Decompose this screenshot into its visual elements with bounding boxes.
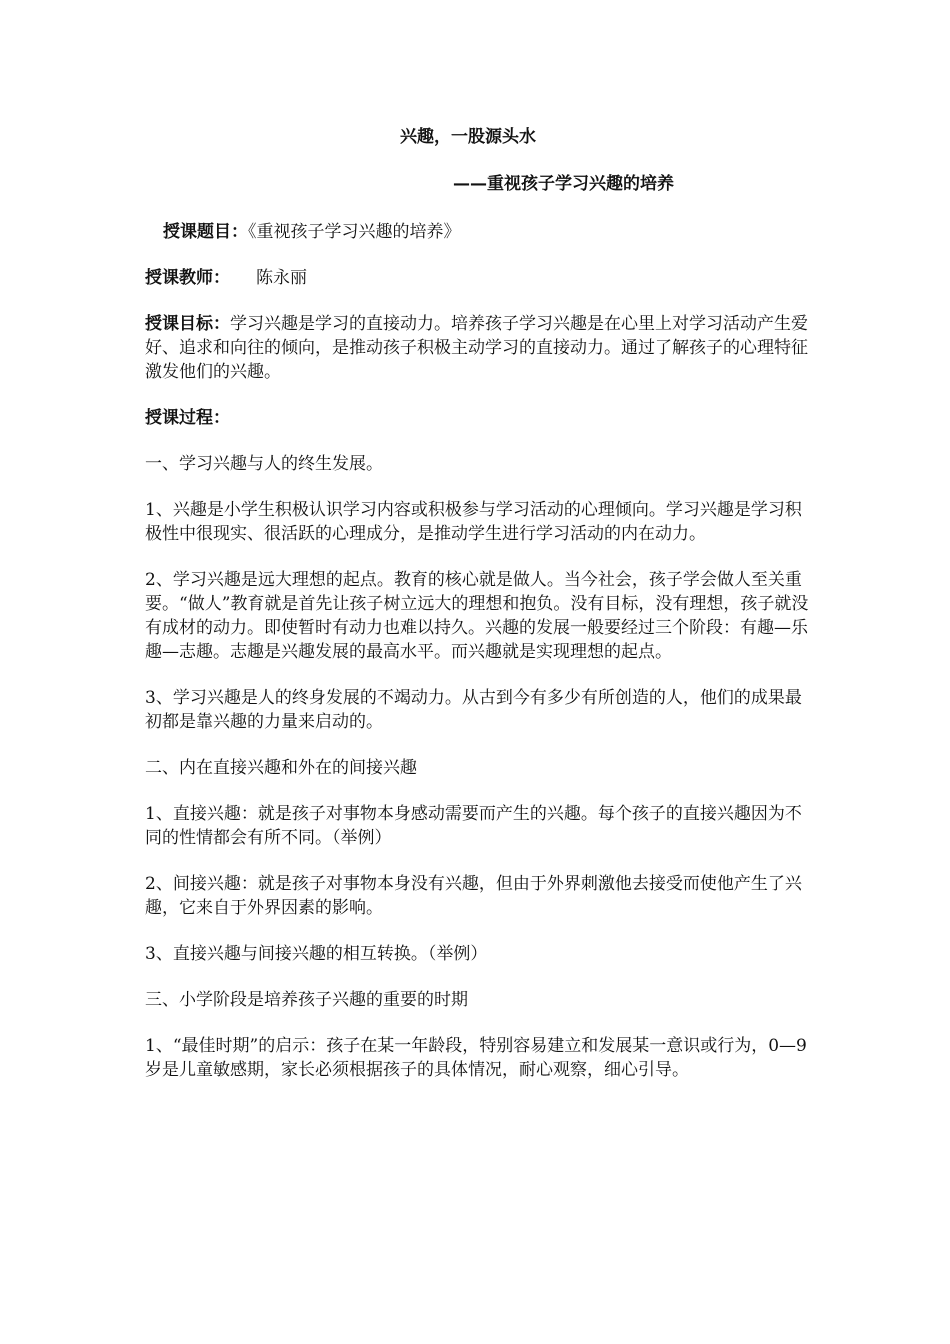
goal-label: 授课目标： [145,314,230,334]
section2-paragraph-1: 1、直接兴趣：就是孩子对事物本身感动需要而产生的兴趣。每个孩子的直接兴趣因为不同的性情都会有所不同。（举例） [145,804,802,848]
section-heading-3: 三、小学阶段是培养孩子兴趣的重要的时期 [145,990,468,1010]
teacher-label: 授课教师： [145,268,230,288]
goal-paragraph [145,312,810,384]
section3-paragraph-1: 1、“最佳时期”的启示：孩子在某一年龄段，特别容易建立和发展某一意识或行为，0—9 岁是儿童敏感期，家长必须根据孩子的具体情况，耐心观察，细心引导。 [145,1036,807,1080]
topic-label: 授课题目： [163,222,248,242]
section1-paragraph-3: 3、学习兴趣是人的终身发展的不竭动力。从古到今有多少有所创造的人，他们的成果最初都是靠兴趣的力量来启动的。 [145,688,802,732]
topic-line [145,220,810,244]
document-body [145,220,810,1104]
goal-text: 学习兴趣是学习的直接动力。培养孩子学习兴趣是在心里上对学习活动产生爱好、追求和向往的倾向，是推动孩子积极主动学习的直接动力。通过了解孩子的心理特征激发他们的兴趣。 [145,314,808,382]
document-subtitle: ——重视孩子学习兴趣的培养 [453,174,674,194]
section1-paragraph-1: 1、兴趣是小学生积极认识学习内容或积极参与学习活动的心理倾向。学习兴趣是学习积极性中很现实、很活跃的心理成分，是推动学生进行学习活动的内在动力。 [145,500,802,544]
section-heading-1: 一、学习兴趣与人的终生发展。 [145,454,383,474]
document-title: 兴趣，一股源头水 [400,127,536,147]
teacher-line [145,266,810,290]
section2-paragraph-3: 3、直接兴趣与间接兴趣的相互转换。（举例） [145,944,488,964]
process-label: 授课过程： [145,408,230,428]
process-line [145,406,810,430]
section1-paragraph-2: 2、学习兴趣是远大理想的起点。教育的核心就是做人。当今社会，孩子学会做人至关重要。“做人”教育就是首先让孩子树立远大的理想和抱负。没有目标，没有理想，孩子就没有成材的动力。即使暂时有动力也难以持久。兴趣的发展一般要经过三个阶段：有趣—乐趣—志趣。志趣是兴趣发展的最高水平。而兴趣就是实现理想的起点。 [145,570,809,662]
section-heading-2: 二、内在直接兴趣和外在的间接兴趣 [145,758,417,778]
topic-value: 《重视孩子学习兴趣的培养》 [248,222,461,242]
teacher-value: 陈永丽 [256,268,307,288]
section2-paragraph-2: 2、间接兴趣：就是孩子对事物本身没有兴趣，但由于外界刺激他去接受而使他产生了兴趣，它来自于外界因素的影响。 [145,874,802,918]
